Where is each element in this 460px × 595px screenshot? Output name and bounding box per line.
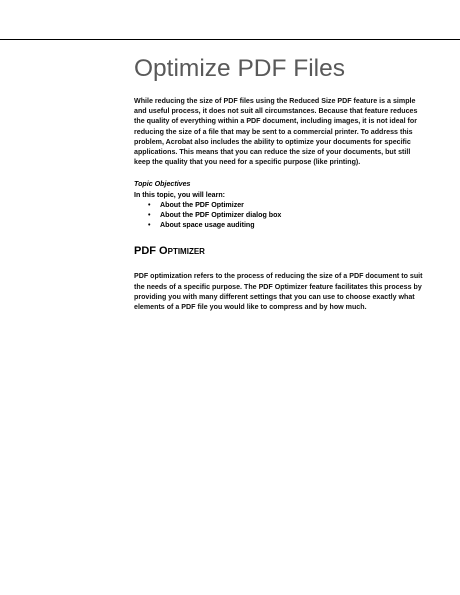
topic-objectives-list [134, 200, 424, 231]
bullet-icon: • [148, 221, 151, 230]
list-item [148, 220, 424, 230]
topic-objectives-lead: In this topic, you will learn: [134, 190, 226, 199]
list-item-text: About space usage auditing [160, 221, 255, 230]
list-item-text: About the PDF Optimizer dialog box [160, 211, 282, 220]
bullet-icon: • [148, 200, 151, 209]
topic-objectives-heading: Topic Objectives [134, 180, 191, 189]
list-item [148, 200, 424, 210]
list-item-text: About the PDF Optimizer [160, 200, 244, 209]
list-item [148, 210, 424, 220]
header-rule [0, 39, 460, 40]
section-heading: PDF Optimizer [134, 245, 205, 258]
bullet-icon: • [148, 211, 151, 220]
page-title: Optimize PDF Files [134, 55, 346, 82]
section-body: PDF optimization refers to the process of reducing the size of a PDF document to suit the needs of a specific purpose. The PDF Optimizer feature facilitates this process by providing you with many different settings that you can use to choose exactly what elements of a PDF file you would like to compress and by how much. [134, 272, 423, 312]
page-content [134, 52, 424, 312]
intro-paragraph: While reducing the size of PDF files using the Reduced Size PDF feature is a simple and useful process, it does not suit all circumstances. Because that feature reduces the quality of everything within a PDF document, including images, it is not ideal for reducing the size of a file that may be sent to a commercial printer. To address this problem, Acrobat also includes the ability to optimize your documents for specific applications. This means that you can reduce the size of your documents, but still keep the quality that you need for a specific purpose (like printing). [134, 97, 418, 167]
